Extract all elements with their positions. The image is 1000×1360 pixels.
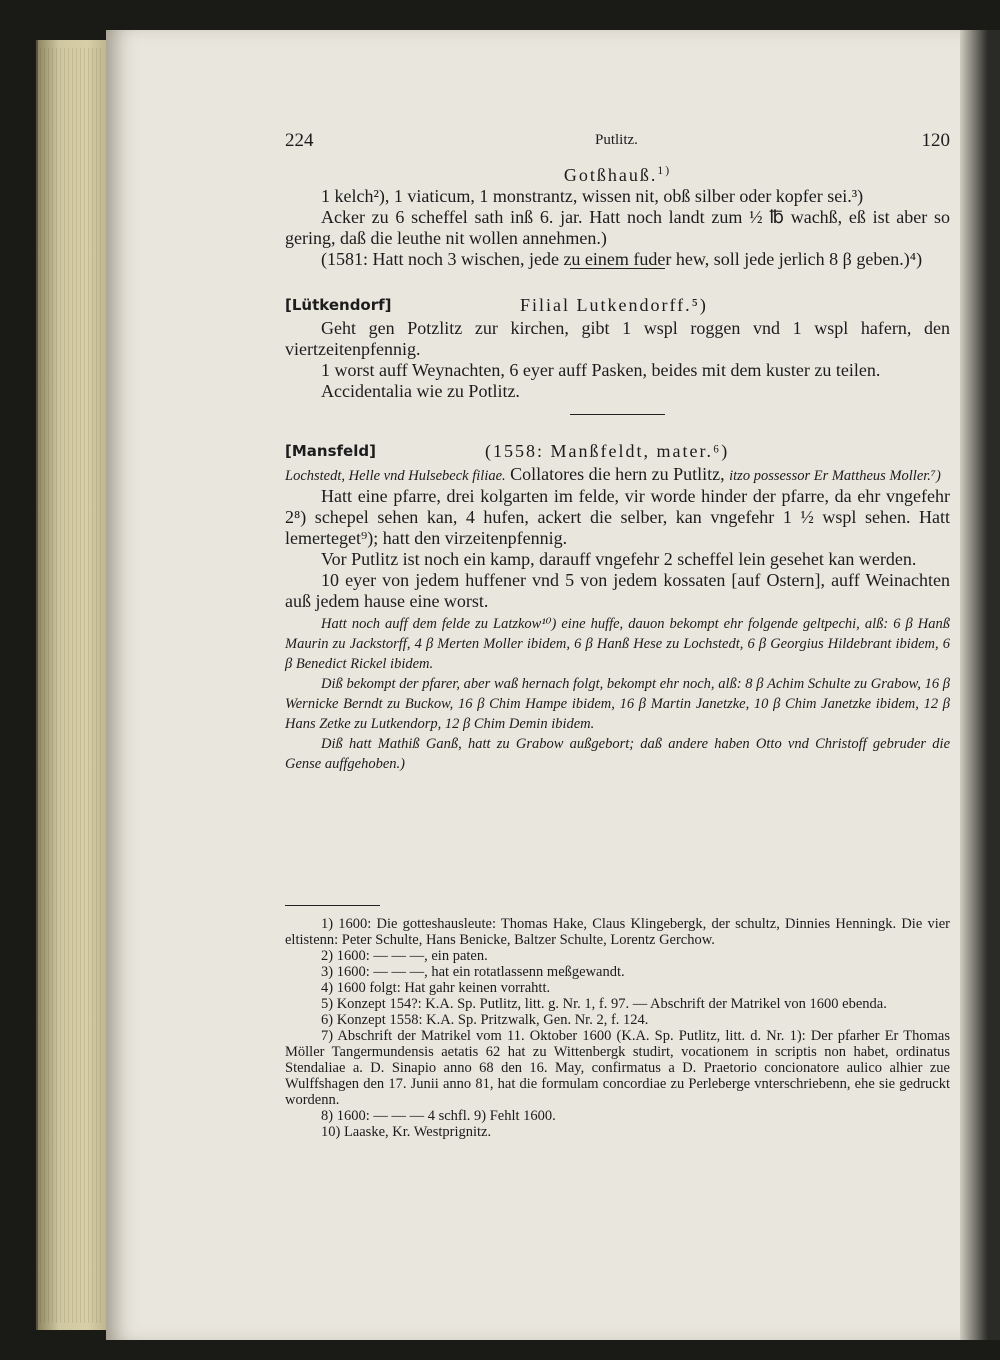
- footnote-8-9: 8) 1600: — — — 4 schfl. 9) Fehlt 1600.: [321, 1108, 556, 1124]
- section-divider-2: [570, 414, 665, 415]
- footnote-6: 6) Konzept 1558: K.A. Sp. Pritzwalk, Gen. Nr. 2, f. 124.: [321, 1012, 649, 1028]
- mansfeld-italic-1: Hatt noch auff dem felde zu Latzkow¹⁰) eine huffe, dauon bekompt ehr folgende geltpechi, alß: 6 β Hanß Maurin zu Jackstorff, 4 β Merten Moller ibidem, 6 β Hanß Hese zu Lochstedt, 6 β Georgius Hildebrant ibidem, 6 β Benedict Rickel ibidem.: [285, 616, 950, 672]
- luetkendorf-line-3: Accidentalia wie zu Potlitz.: [321, 381, 520, 401]
- page-number: 224: [285, 130, 314, 151]
- footnote-4: 4) 1600 folgt: Hat gahr keinen vorrahtt.: [321, 980, 551, 996]
- mansfeld-intro: Lochstedt, Helle vnd Hulsebeck filiae. Collatores die hern zu Putlitz, itzo possessor Er Mattheus Moller.⁷): [285, 464, 941, 484]
- footnote-3: 3) 1600: — — —, hat ein rotatlassenn meßgewandt.: [321, 964, 625, 980]
- section-mansfeld-heading: [285, 441, 950, 464]
- footnote-10: 10) Laaske, Kr. Westprignitz.: [321, 1124, 492, 1140]
- gotshaus-line-1: 1 kelch²), 1 viaticum, 1 monstrantz, wissen nit, obß silber oder kopfer sei.³): [321, 186, 864, 206]
- book-page-edge-lines: [40, 48, 102, 1323]
- footnote-5: 5) Konzept 154?: K.A. Sp. Putlitz, litt. g. Nr. 1, f. 97. — Abschrift der Matrikel von 1600 ebenda.: [321, 996, 887, 1012]
- mansfeld-line-3: 10 eyer von jedem huffener vnd 5 von jedem kossaten [auf Ostern], auff Weinachten auß jedem hause eine worst.: [285, 570, 950, 611]
- luetkendorf-label: [Lütkendorf]: [285, 296, 392, 314]
- footnotes: [285, 905, 950, 1140]
- mansfeld-line-1: Hatt eine pfarre, drei kolgarten im felde, vir worde hinder der pfarre, da ehr vngefehr 2⁸) schepel sehen kan, 4 hufen, ackert die selber, kan vngefehr 1 ½ wspl sehen. Hatt lemerteget⁹); hatt den virzeitenpfennig.: [285, 486, 950, 548]
- marginal-page-number: 120: [921, 130, 950, 151]
- footnote-1: 1) 1600: Die gotteshausleute: Thomas Hake, Claus Klingebergk, der schultz, Dinnies Henningk. Die vier eltistenn: Peter Schulte, Hans Benicke, Baltzer Schulte, Lorentz Gerchow.: [285, 916, 950, 948]
- footnote-rule: [285, 905, 380, 906]
- mansfeld-label: [Mansfeld]: [285, 442, 376, 460]
- section-luetkendorf-heading: [285, 295, 950, 318]
- mansfeld-line-2: Vor Putlitz ist noch ein kamp, darauff vngefehr 2 scheffel lein gesehet kan werden.: [321, 549, 917, 569]
- section-gotshaus-title: Gotßhauß.$^{1)}$: [563, 164, 672, 185]
- mansfeld-italic-2: Diß bekompt der pfarer, aber waß hernach folgt, bekompt ehr noch, alß: 8 β Achim Schulte zu Grabow, 16 β Wernicke Berndt zu Buckow, 16 β Chim Hampe ibidem, 16 β Martin Janetzke, 10 β Chim Janetzke ibidem, 12 β Hans Zetke zu Lutkendorp, 12 β Chim Demin ibidem.: [285, 676, 950, 732]
- running-title: Putlitz.: [595, 132, 638, 148]
- luetkendorf-line-1: Geht gen Potzlitz zur kirchen, gibt 1 wspl roggen vnd 1 wspl hafern, den viertzeitenpfennig.: [285, 318, 950, 359]
- page-header: [285, 130, 950, 160]
- luetkendorf-title: Filial Lutkendorff.⁵): [520, 295, 708, 315]
- gotshaus-line-2: Acker zu 6 scheffel sath inß 6. jar. Hatt noch landt zum ½ ℔ wachß, eß ist aber so gering, daß die leuthe nit wollen annehmen.): [285, 207, 950, 248]
- page-gutter-shadow: [960, 30, 1000, 1340]
- footnote-2: 2) 1600: — — —, ein paten.: [321, 948, 488, 964]
- page-body: [285, 165, 950, 774]
- gotshaus-line-3: (1581: Hatt noch 3 wischen, jede zu einem fuder hew, soll jede jerlich 8 β geben.)⁴): [321, 249, 923, 269]
- luetkendorf-line-2: 1 worst auff Weynachten, 6 eyer auff Pasken, beides mit dem kuster zu teilen.: [321, 360, 881, 380]
- footnote-7: 7) Abschrift der Matrikel vom 11. Oktober 1600 (K.A. Sp. Putlitz, litt. d. Nr. 1): Der pfarher Er Thomas Möller Tangermundensis aetatis 62 hat zu Wittenbergk studirt, vocationem in scriptis non habet, ordinatus Stendaliae a. D. Sinapio anno 68 den 16. May, confirmatus a D. Praetorio concionatore aulico alhier zue Wulffshagen den 17. Junii anno 81, hat die formulam concordiae zu Perleberge vnterschriebenn, ehe sie gedruckt wordenn.: [285, 1028, 950, 1108]
- mansfeld-italic-3: Diß hatt Mathiß Ganß, hatt zu Grabow außgebort; daß andere haben Otto vnd Christoff gebruder die Gense auffgehoben.): [285, 736, 950, 772]
- mansfeld-title: (1558: Manßfeldt, mater.⁶): [485, 441, 730, 461]
